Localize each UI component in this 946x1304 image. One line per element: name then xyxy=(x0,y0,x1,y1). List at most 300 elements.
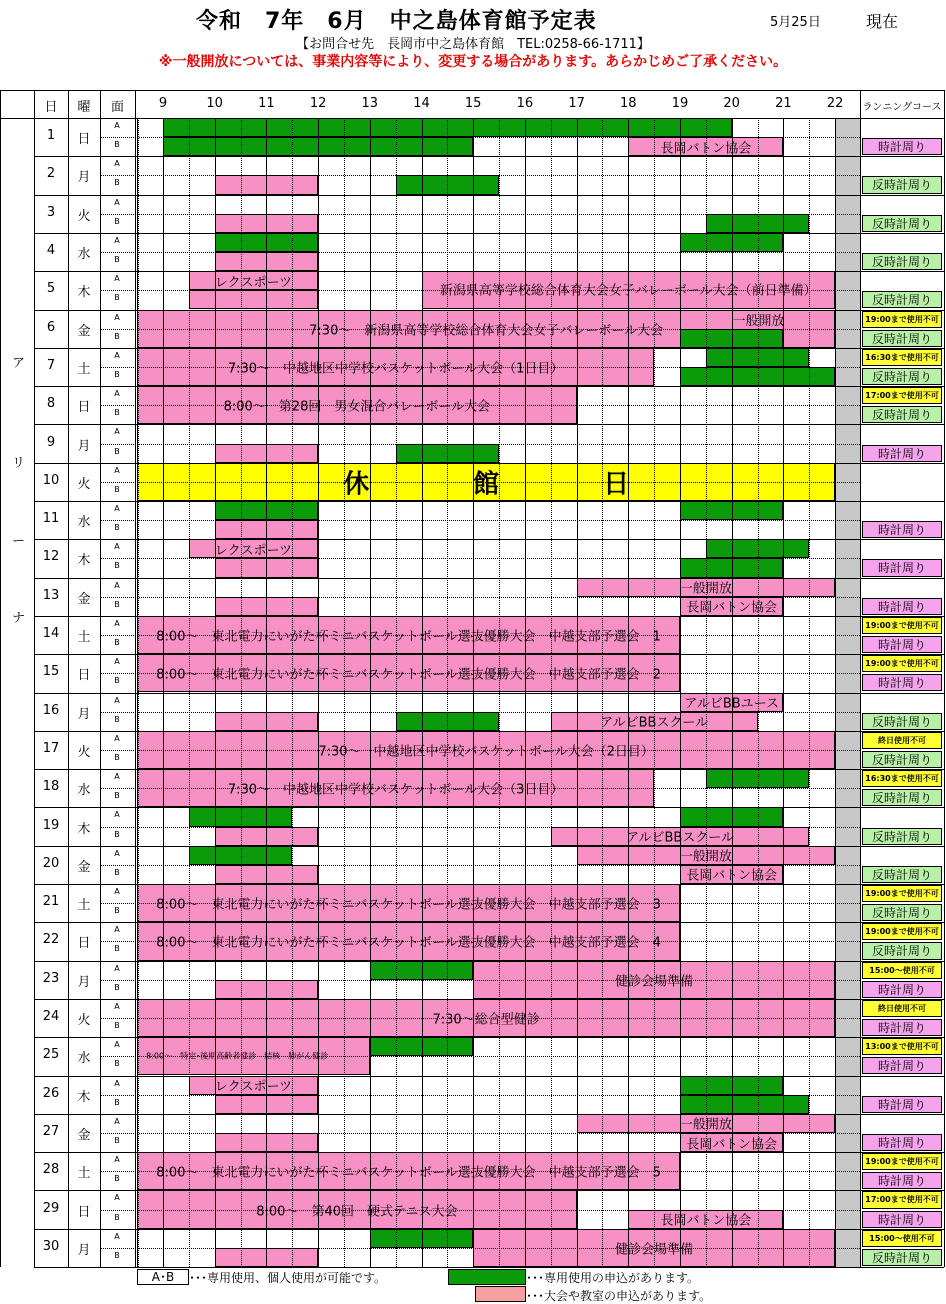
weekday: 木 xyxy=(77,553,91,569)
col-header-running: ランニングコース xyxy=(862,102,942,113)
event-label: 7:30～ 中越地区中学校バスケットボール大会（2日目） xyxy=(318,744,654,760)
surface-b: B xyxy=(114,140,120,150)
event-block xyxy=(189,271,318,290)
hour-label: 13 xyxy=(361,96,379,111)
day-number: 30 xyxy=(42,1238,60,1254)
running-direction xyxy=(862,464,942,481)
event-label: 8:00～ 第40回 硬式テニス大会 xyxy=(256,1204,458,1220)
event-label: 長岡バトン協会 xyxy=(660,141,752,157)
surface-b: B xyxy=(114,1212,120,1222)
running-direction: 時計周り xyxy=(862,1211,942,1228)
surface-a: A xyxy=(114,1193,120,1203)
hour-line xyxy=(525,118,526,1267)
surface-a: A xyxy=(114,235,120,245)
surface-b: B xyxy=(114,752,120,762)
surface-b: B xyxy=(114,561,120,571)
running-direction: 17:00まで使用不可 xyxy=(862,1191,942,1208)
running-direction: 反時計周り xyxy=(862,368,942,385)
event-label: レクスポーツ xyxy=(214,275,293,291)
day-number: 16 xyxy=(42,702,60,718)
day-number: 11 xyxy=(42,511,60,527)
row-line xyxy=(34,961,944,962)
running-direction xyxy=(862,694,942,711)
running-direction xyxy=(862,196,942,213)
row-line xyxy=(34,1229,944,1230)
surface-a: A xyxy=(114,350,120,360)
legend-green-text: ･･･専用使用の申込があります。 xyxy=(526,1271,700,1285)
row-line xyxy=(34,1114,944,1115)
surface-a: A xyxy=(114,695,120,705)
running-direction xyxy=(862,1115,942,1132)
legend-pink-swatch xyxy=(475,1286,526,1302)
running-direction: 15:00～使用不可 xyxy=(862,1230,942,1247)
legend-ab-text: ･･･専用使用、個人使用が可能です。 xyxy=(189,1271,387,1285)
surface-a: A xyxy=(114,465,120,475)
running-direction: 反時計周り xyxy=(862,253,942,270)
surface-a: A xyxy=(114,121,120,130)
day-number: 18 xyxy=(42,779,60,795)
running-direction: 反時計周り xyxy=(862,904,942,921)
surface-b: B xyxy=(114,638,120,648)
event-label: アルビBBスクール xyxy=(600,715,709,731)
row-line xyxy=(34,578,944,579)
hour-label: 22 xyxy=(826,96,844,111)
surface-a: A xyxy=(114,312,120,322)
row-line xyxy=(34,807,944,808)
surface-b: B xyxy=(114,1097,120,1107)
weekday: 火 xyxy=(77,744,91,760)
day-number: 2 xyxy=(46,166,56,182)
weekday: 月 xyxy=(77,1242,91,1258)
col-line xyxy=(944,90,945,1267)
reserved-block xyxy=(680,1095,809,1114)
weekday: 金 xyxy=(77,859,91,875)
day-number: 8 xyxy=(46,396,56,412)
weekday: 火 xyxy=(77,1013,91,1029)
running-direction: 反時計周り xyxy=(862,291,942,308)
surface-a: A xyxy=(114,1001,120,1011)
surface-a: A xyxy=(114,887,120,896)
weekday: 木 xyxy=(77,1089,91,1105)
surface-b: B xyxy=(114,676,120,686)
header-bottom-line xyxy=(0,118,944,119)
running-direction xyxy=(862,847,942,864)
half-hour-line xyxy=(654,118,655,1267)
row-line xyxy=(34,1267,944,1268)
weekday: 日 xyxy=(77,936,91,952)
running-direction: 19:00まで使用不可 xyxy=(862,655,942,672)
contact-info: 【お問合せ先 長岡市中之島体育館 TEL:0258-66-1711】 xyxy=(296,37,650,52)
running-direction: 終日使用不可 xyxy=(862,1000,942,1017)
surface-a: A xyxy=(114,963,120,973)
row-line xyxy=(34,271,944,272)
surface-b: B xyxy=(114,446,120,456)
event-label: 一般開放 xyxy=(679,849,732,865)
day-number: 13 xyxy=(42,587,60,603)
running-direction: 時計周り xyxy=(862,1172,942,1189)
weekday: 日 xyxy=(77,1204,91,1220)
row-line xyxy=(34,386,944,387)
running-direction xyxy=(862,502,942,519)
weekday: 金 xyxy=(77,591,91,607)
event-label: 長岡バトン協会 xyxy=(686,868,778,884)
col-header-day: 日 xyxy=(44,100,58,115)
hour-line xyxy=(318,118,319,1267)
running-direction xyxy=(862,425,942,442)
row-line xyxy=(34,310,944,311)
event-label: 7:30～ 新潟県高等学校総合体育大会女子バレーボール大会 xyxy=(309,323,664,339)
running-direction xyxy=(862,119,942,136)
surface-a: A xyxy=(114,1116,120,1126)
surface-a: A xyxy=(114,1078,120,1088)
surface-b: B xyxy=(114,944,120,954)
running-direction: 19:00まで使用不可 xyxy=(862,923,942,940)
arena-label-char: ナ xyxy=(12,611,26,626)
surface-b: B xyxy=(114,829,120,839)
day-number: 4 xyxy=(46,243,56,259)
running-direction: 16:30まで使用不可 xyxy=(862,770,942,787)
day-number: 27 xyxy=(42,1123,60,1139)
row-line xyxy=(34,616,944,617)
day-number: 9 xyxy=(46,434,56,450)
surface-b: B xyxy=(114,906,120,916)
event-label: 新潟県高等学校総合体育大会女子バレーボール大会（前日準備） xyxy=(439,283,817,299)
half-hour-line xyxy=(292,118,293,1267)
weekday: 水 xyxy=(77,515,91,531)
row-line xyxy=(34,424,944,425)
weekday: 土 xyxy=(77,630,91,646)
running-direction: 時計周り xyxy=(862,445,942,462)
surface-b: B xyxy=(114,255,120,265)
legend-pink-text: ･･･大会や教室の申込があります。 xyxy=(526,1289,712,1303)
row-line xyxy=(34,463,944,464)
weekday: 水 xyxy=(77,1051,91,1067)
day-number: 5 xyxy=(46,281,56,297)
hour-line xyxy=(680,118,681,1267)
weekday: 月 xyxy=(77,170,91,186)
half-hour-line xyxy=(396,118,397,1267)
hour-line xyxy=(422,118,423,1267)
page-title: 令和 7年 6月 中之島体育館予定表 xyxy=(196,9,597,34)
event-label: 8:00～ 第28回 男女混合バレーボール大会 xyxy=(223,399,491,415)
col-line xyxy=(68,90,69,1267)
row-line xyxy=(34,1152,944,1153)
event-label: アルビBBスクール xyxy=(625,830,735,846)
col-header-surface: 面 xyxy=(110,100,124,115)
hour-label: 15 xyxy=(464,96,482,111)
row-line xyxy=(34,233,944,234)
day-number: 7 xyxy=(46,357,56,373)
surface-a: A xyxy=(114,504,120,513)
surface-a: A xyxy=(114,542,120,552)
running-direction: 17:00まで使用不可 xyxy=(862,387,942,404)
row-line xyxy=(34,846,944,847)
day-number: 21 xyxy=(42,894,60,910)
running-direction: 時計周り xyxy=(862,521,942,538)
col-line xyxy=(860,90,861,1267)
running-direction: 時計周り xyxy=(862,1134,942,1151)
half-hour-line xyxy=(241,118,242,1267)
surface-a: A xyxy=(114,1231,120,1241)
surface-a: A xyxy=(114,197,120,207)
running-direction: 反時計周り xyxy=(862,789,942,806)
row-line xyxy=(34,654,944,655)
running-direction: 反時計周り xyxy=(862,866,942,883)
running-direction xyxy=(862,157,942,174)
running-direction xyxy=(862,272,942,289)
row-line xyxy=(34,348,944,349)
row-line xyxy=(34,769,944,770)
event-label: 長岡バトン協会 xyxy=(686,600,778,616)
hour-line xyxy=(215,118,216,1267)
weekday: 土 xyxy=(77,898,91,914)
surface-a: A xyxy=(114,657,120,667)
surface-b: B xyxy=(114,714,120,724)
weekday: 日 xyxy=(77,132,91,148)
surface-a: A xyxy=(114,427,120,437)
hour-line xyxy=(577,118,578,1267)
hour-line xyxy=(835,118,836,1267)
row-line xyxy=(34,922,944,923)
running-direction: 時計周り xyxy=(862,1057,942,1074)
running-direction: 19:00まで使用不可 xyxy=(862,617,942,634)
weekday: 金 xyxy=(77,323,91,339)
event-label: 一般開放 xyxy=(679,1117,732,1133)
half-hour-line xyxy=(138,118,139,1267)
running-direction xyxy=(862,1077,942,1094)
hour-label: 10 xyxy=(206,96,223,111)
surface-a: A xyxy=(114,618,120,628)
surface-b: B xyxy=(114,331,120,341)
surface-b: B xyxy=(114,1174,120,1184)
day-number: 23 xyxy=(42,970,60,986)
day-number: 17 xyxy=(42,740,60,756)
hour-label: 16 xyxy=(516,96,534,111)
day-number: 20 xyxy=(42,855,60,871)
surface-a: A xyxy=(114,580,120,590)
running-direction: 時計周り xyxy=(862,636,942,653)
surface-b: B xyxy=(114,523,120,533)
hour-label: 20 xyxy=(723,96,740,111)
weekday: 土 xyxy=(77,1166,91,1182)
running-direction: 反時計周り xyxy=(862,215,942,232)
weekday: 月 xyxy=(77,974,91,990)
event-label: 長岡バトン協会 xyxy=(660,1213,752,1229)
arena-label-char: ー xyxy=(12,534,26,549)
surface-b: B xyxy=(114,484,120,494)
running-direction xyxy=(862,579,942,596)
row-line xyxy=(34,884,944,885)
surface-a: A xyxy=(114,274,120,284)
weekday: 日 xyxy=(77,668,91,684)
hour-label: 12 xyxy=(309,96,327,111)
running-direction: 反時計周り xyxy=(862,751,942,768)
day-number: 22 xyxy=(42,932,60,948)
surface-b: B xyxy=(114,1250,120,1260)
event-label: 一般開放 xyxy=(679,581,732,597)
surface-b: B xyxy=(114,982,120,992)
running-direction: 反時計周り xyxy=(862,1249,942,1266)
day-number: 28 xyxy=(42,1162,60,1178)
day-number: 15 xyxy=(42,664,60,680)
surface-a: A xyxy=(114,389,120,399)
event-label: 8:00～ 東北電力にいがた杯ミニバスケットボール選抜優勝大会 中越支部予選会 1 xyxy=(156,629,661,645)
surface-b: B xyxy=(114,178,120,188)
day-number: 19 xyxy=(42,817,60,833)
weekday: 土 xyxy=(77,361,91,377)
event-block xyxy=(189,539,318,558)
running-direction: 時計周り xyxy=(862,138,942,155)
day-number: 3 xyxy=(46,204,56,220)
weekday: 木 xyxy=(77,821,91,837)
surface-a: A xyxy=(114,925,120,935)
day-number: 14 xyxy=(42,626,60,642)
day-number: 26 xyxy=(42,1085,60,1101)
half-hour-line xyxy=(499,118,500,1267)
hour-line xyxy=(628,118,629,1267)
surface-b: B xyxy=(114,867,120,877)
notice-text: ※一般開放については、事業内容等により、変更する場合があります。あらかじめご了承ください。 xyxy=(158,54,788,70)
arena-label-char: ア xyxy=(12,356,26,371)
running-direction: 時計周り xyxy=(862,1096,942,1113)
surface-b: B xyxy=(114,599,120,609)
weekday: 月 xyxy=(77,706,91,722)
running-direction: 16:30まで使用不可 xyxy=(862,349,942,366)
col-header-weekday: 曜 xyxy=(77,100,91,115)
event-label: 長岡バトン協会 xyxy=(686,1137,778,1152)
surface-a: A xyxy=(114,1040,120,1050)
day-number: 29 xyxy=(42,1200,60,1216)
surface-a: A xyxy=(114,1155,120,1165)
event-label: 休 館 日 xyxy=(343,469,630,500)
weekday: 水 xyxy=(77,783,91,799)
half-hour-line xyxy=(551,118,552,1267)
half-hour-line xyxy=(758,118,759,1267)
row-line xyxy=(34,1076,944,1077)
surface-a: A xyxy=(114,733,120,743)
hour-line xyxy=(732,118,733,1267)
event-block xyxy=(189,1076,318,1095)
surface-b: B xyxy=(114,216,120,226)
table-top-line xyxy=(0,90,944,91)
day-number: 1 xyxy=(46,128,56,144)
running-direction: 反時計周り xyxy=(862,828,942,845)
surface-b: B xyxy=(114,408,120,418)
surface-b: B xyxy=(114,1059,120,1069)
surface-a: A xyxy=(114,848,120,858)
hour-label: 17 xyxy=(568,96,585,111)
event-label: 8:00～ 東北電力にいがた杯ミニバスケットボール選抜優勝大会 中越支部予選会 5 xyxy=(156,1165,661,1181)
row-line xyxy=(34,1037,944,1038)
surface-b: B xyxy=(114,369,120,379)
row-line xyxy=(34,195,944,196)
running-direction: 反時計周り xyxy=(862,406,942,423)
day-number: 24 xyxy=(42,1009,60,1025)
event-label: 7:30～総合型健診 xyxy=(432,1012,540,1028)
running-direction: 時計周り xyxy=(862,598,942,615)
weekday: 火 xyxy=(77,208,91,224)
weekday: 木 xyxy=(77,285,91,301)
event-label: 8:00～ 東北電力にいがた杯ミニバスケットボール選抜優勝大会 中越支部予選会 2 xyxy=(156,667,661,683)
hour-line xyxy=(370,118,371,1267)
weekday: 金 xyxy=(77,1127,91,1143)
event-sub-label: 一般開放 xyxy=(732,313,785,329)
running-direction: 13:00まで使用不可 xyxy=(862,1038,942,1055)
update-date: 5月25日 xyxy=(770,15,821,30)
hour-line xyxy=(266,118,267,1267)
event-label: 8:00～ 東北電力にいがた杯ミニバスケットボール選抜優勝大会 中越支部予選会 4 xyxy=(156,935,661,951)
event-label: 健診会場準備 xyxy=(615,1242,694,1258)
day-number: 25 xyxy=(42,1047,60,1063)
running-direction: 時計周り xyxy=(862,1019,942,1036)
running-direction: 19:00まで使用不可 xyxy=(862,885,942,902)
event-label: 8:00～ 東北電力にいがた杯ミニバスケットボール選抜優勝大会 中越支部予選会 3 xyxy=(156,897,661,913)
row-line xyxy=(34,693,944,694)
weekday: 日 xyxy=(77,400,91,416)
hour-label: 9 xyxy=(158,96,168,111)
running-direction: 反時計周り xyxy=(862,176,942,193)
running-direction: 反時計周り xyxy=(862,330,942,347)
running-direction: 終日使用不可 xyxy=(862,732,942,749)
surface-b: B xyxy=(114,1021,120,1031)
update-now-label: 現在 xyxy=(866,12,899,31)
running-direction: 時計周り xyxy=(862,674,942,691)
surface-a: A xyxy=(114,772,120,782)
col-line xyxy=(100,90,101,1267)
legend-ab-box: A･B xyxy=(137,1269,189,1285)
hour-label: 21 xyxy=(775,96,792,111)
weekday: 月 xyxy=(77,438,91,454)
event-label: アルビBBユース xyxy=(684,696,780,712)
legend-green-swatch xyxy=(448,1269,526,1285)
hour-line xyxy=(783,118,784,1267)
row-line xyxy=(34,731,944,732)
half-hour-line xyxy=(602,118,603,1267)
running-direction: 時計周り xyxy=(862,559,942,576)
row-line xyxy=(34,539,944,540)
row-line xyxy=(34,156,944,157)
running-direction: 反時計周り xyxy=(862,942,942,959)
event-block xyxy=(189,290,318,309)
col-line xyxy=(0,90,1,1267)
surface-b: B xyxy=(114,293,120,303)
running-direction xyxy=(862,483,942,500)
surface-a: A xyxy=(114,159,120,169)
event-label: 7:30～ 中越地区中学校バスケットボール大会（3日目） xyxy=(227,782,564,798)
surface-b: B xyxy=(114,1135,120,1145)
weekday: 水 xyxy=(77,247,91,263)
half-hour-line xyxy=(809,118,810,1267)
hour-label: 11 xyxy=(258,96,275,111)
weekday: 火 xyxy=(77,476,91,492)
event-label: レクスポーツ xyxy=(214,543,293,559)
event-label: 8:00～ 特定･後期高齢者健診 結核 肺がん健診 xyxy=(146,1051,329,1061)
row-line xyxy=(34,501,944,502)
hour-line xyxy=(163,118,164,1267)
row-line xyxy=(34,1190,944,1191)
col-line xyxy=(135,90,136,1267)
event-label: 健診会場準備 xyxy=(615,974,694,990)
row-line xyxy=(34,999,944,1000)
event-label: 7:30～ 中越地区中学校バスケットボール大会（1日目） xyxy=(227,361,564,377)
running-direction xyxy=(862,234,942,251)
running-direction: 19:00まで使用不可 xyxy=(862,1153,942,1170)
day-number: 6 xyxy=(46,319,56,335)
col-line xyxy=(34,90,35,1267)
hour-line xyxy=(473,118,474,1267)
half-hour-line xyxy=(189,118,190,1267)
half-hour-line xyxy=(344,118,345,1267)
